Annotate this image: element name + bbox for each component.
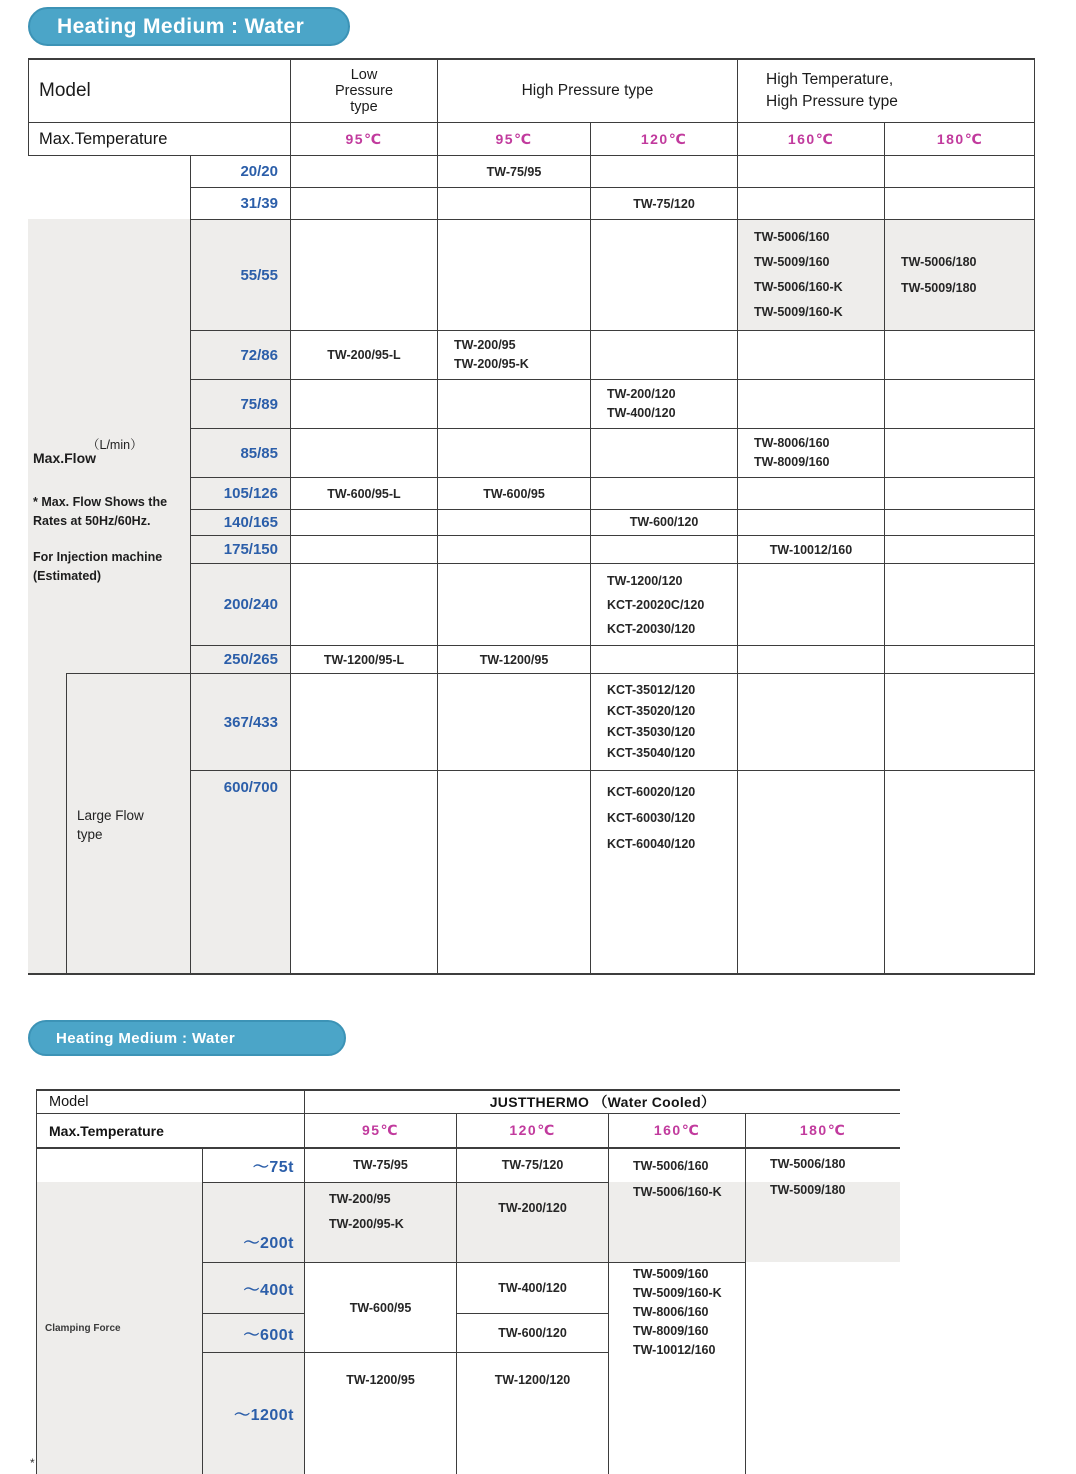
- model-entry: TW-8006/160: [633, 1305, 709, 1319]
- temp-160: 160℃: [608, 1113, 745, 1147]
- model-cell-hp120: [590, 535, 737, 563]
- model-cell-t160: [737, 645, 884, 673]
- flow-value: 85/85: [190, 428, 290, 477]
- flow-value: 175/150: [190, 535, 290, 563]
- model-entry: TW-5006/160: [633, 1159, 709, 1173]
- model-cell-hp120: [590, 379, 737, 428]
- model-entry: TW-200/95: [454, 338, 516, 352]
- flow-value: 55/55: [190, 219, 290, 330]
- model-cell-lp: [290, 219, 437, 330]
- model-entry: Low: [350, 67, 378, 83]
- model-entry: Large Flow: [77, 807, 144, 823]
- model-entry: TW-200/95: [329, 1192, 391, 1206]
- model-cell-t160: [737, 477, 884, 509]
- model-entry: TW-5006/160-K: [754, 280, 843, 294]
- model-entry: TW-400/120: [607, 406, 676, 420]
- model-cell-lp: [290, 770, 437, 975]
- model-cell-95: [304, 1262, 456, 1352]
- model-cell-t160: [737, 379, 884, 428]
- model-entry: TW-8009/160: [754, 455, 830, 469]
- temp-120: 120℃: [456, 1113, 608, 1147]
- model-cell-hp120: [590, 428, 737, 477]
- flow-value: 31/39: [190, 187, 290, 219]
- model-entry: TW-200/95-K: [454, 357, 529, 371]
- model-selection-table-clamping: [36, 1089, 900, 1474]
- model-entry: TW-1200/95-L: [323, 652, 405, 667]
- model-entry: TW-5009/180: [770, 1183, 846, 1197]
- flow-value: 600/700: [190, 770, 290, 975]
- model-entry: KCT-60030/120: [607, 811, 696, 825]
- model-cell-hp120: [590, 330, 737, 379]
- model-cell-hp120: [590, 187, 737, 219]
- model-cell-t160: [737, 155, 884, 187]
- heating-medium-banner-2: [28, 1020, 346, 1056]
- model-entry: KCT-20030/120: [607, 621, 696, 636]
- model-cell-t160: [737, 535, 884, 563]
- model-cell-lp: [290, 477, 437, 509]
- flow-value: 200/240: [190, 563, 290, 645]
- clamp-force-value: ～1200t: [202, 1352, 304, 1474]
- model-cell-hp95: [437, 535, 590, 563]
- model-cell-t180: [884, 330, 1035, 379]
- model-entry: TW-8009/160: [633, 1324, 709, 1338]
- model-cell-lp: [290, 673, 437, 770]
- model-cell-hp120: [590, 563, 737, 645]
- model-cell-hp95: [437, 477, 590, 509]
- model-header: Model: [36, 1089, 304, 1113]
- temp-120: 120℃: [590, 122, 737, 155]
- banner-label: Heating Medium : Water: [56, 1029, 236, 1047]
- model-selection-table-flow: [28, 58, 1035, 975]
- model-cell-t160: [737, 428, 884, 477]
- model-entry: TW-600/120: [498, 1326, 567, 1340]
- high-pressure-header: High Pressure type: [437, 58, 737, 122]
- model-cell-t180: [884, 187, 1035, 219]
- model-entry: TW-1200/120: [494, 1373, 571, 1387]
- model-entry: TW-1200/120: [607, 573, 683, 588]
- model-cell-hp120: [590, 509, 737, 535]
- model-cell-t160: [737, 187, 884, 219]
- temp-95: 95℃: [437, 122, 590, 155]
- model-entry: type: [350, 99, 378, 115]
- model-entry: KCT-35012/120: [607, 683, 696, 697]
- flow-value: 367/433: [190, 673, 290, 770]
- model-entry: TW-600/120: [629, 515, 699, 529]
- clamping-force-label: Clamping Force: [36, 1182, 202, 1474]
- model-entry: Pressure: [334, 83, 394, 99]
- flow-note-2: For Injection machine (Estimated): [33, 550, 163, 583]
- model-cell-t180: [884, 509, 1035, 535]
- model-entry: KCT-60040/120: [607, 837, 696, 851]
- model-cell-160: [608, 1147, 745, 1262]
- flow-value: 250/265: [190, 645, 290, 673]
- clamp-force-value: ～600t: [202, 1313, 304, 1352]
- model-cell-180: [745, 1147, 900, 1262]
- model-cell-hp120: [590, 477, 737, 509]
- model-cell-hp95: [437, 673, 590, 770]
- model-cell-120: [456, 1147, 608, 1182]
- flow-value: 72/86: [190, 330, 290, 379]
- model-entry: TW-5009/160-K: [633, 1286, 722, 1300]
- model-cell-t180: [884, 645, 1035, 673]
- model-cell-t160: [737, 770, 884, 975]
- model-cell-lp: [290, 330, 437, 379]
- model-cell-t180: [884, 535, 1035, 563]
- model-cell-hp95: [437, 379, 590, 428]
- banner-label: Heating Medium : Water: [57, 14, 305, 38]
- model-cell-t160: [737, 219, 884, 330]
- flow-note-1: * Max. Flow Shows the Rates at 50Hz/60Hz.: [33, 495, 168, 528]
- model-entry: High Temperature,: [766, 71, 894, 88]
- model-cell-120: [456, 1182, 608, 1262]
- high-temp-header: [737, 58, 1035, 122]
- model-entry: TW-600/95: [483, 486, 545, 501]
- model-cell-t180: [884, 477, 1035, 509]
- flow-unit: （L/min）: [87, 438, 143, 452]
- model-cell-t180: [884, 770, 1035, 975]
- model-cell-lp: [290, 509, 437, 535]
- model-header: Model: [28, 58, 290, 122]
- model-entry: TW-200/120: [498, 1201, 567, 1215]
- model-cell-lp: [290, 563, 437, 645]
- temp-180: 180℃: [745, 1113, 900, 1147]
- filler: [36, 1147, 202, 1182]
- model-cell-95: [304, 1352, 456, 1474]
- filler: [28, 155, 190, 219]
- model-cell-hp95: [437, 563, 590, 645]
- model-cell-120: [456, 1262, 608, 1313]
- model-cell-hp120: [590, 155, 737, 187]
- model-cell-lp: [290, 155, 437, 187]
- low-pressure-header: [290, 58, 437, 122]
- clamp-force-value: ～75t: [202, 1147, 304, 1182]
- temp-160: 160℃: [737, 122, 884, 155]
- model-entry: KCT-60020/120: [607, 785, 696, 799]
- max-temperature-label: Max.Temperature: [28, 122, 290, 155]
- max-temperature-label: Max.Temperature: [36, 1113, 304, 1147]
- model-cell-lp: [290, 187, 437, 219]
- left-strip: [28, 673, 66, 975]
- model-cell-hp95: [437, 219, 590, 330]
- model-entry: KCT-35040/120: [607, 746, 696, 760]
- model-entry: TW-75/95: [486, 164, 542, 179]
- model-entry: TW-600/95-L: [327, 486, 401, 501]
- model-entry: TW-600/95: [349, 1300, 412, 1315]
- model-cell-t180: [884, 563, 1035, 645]
- model-cell-95: [304, 1147, 456, 1182]
- model-entry: TW-75/120: [501, 1158, 564, 1172]
- model-entry: TW-10012/160: [769, 542, 853, 557]
- large-flow-type-label: [66, 673, 190, 975]
- model-cell-180-empty: [745, 1262, 900, 1474]
- model-entry: TW-5009/160: [633, 1267, 709, 1281]
- model-entry: TW-5009/160: [754, 255, 830, 269]
- model-cell-hp120: [590, 673, 737, 770]
- temp-95: 95℃: [290, 122, 437, 155]
- model-entry: KCT-20020C/120: [607, 597, 705, 612]
- max-flow-note: [28, 219, 190, 673]
- model-entry: TW-10012/160: [633, 1343, 716, 1357]
- flow-value: 105/126: [190, 477, 290, 509]
- model-entry: TW-5006/160-K: [633, 1185, 722, 1199]
- model-entry: TW-75/95: [353, 1158, 408, 1172]
- model-cell-hp95: [437, 770, 590, 975]
- model-cell-hp120: [590, 645, 737, 673]
- model-cell-hp95: [437, 155, 590, 187]
- model-entry: TW-8006/160: [754, 436, 830, 450]
- model-cell-lp: [290, 379, 437, 428]
- model-entry: KCT-35020/120: [607, 704, 696, 718]
- model-cell-120: [456, 1352, 608, 1474]
- model-cell-t180: [884, 379, 1035, 428]
- model-cell-hp95: [437, 187, 590, 219]
- model-entry: TW-200/95-K: [329, 1217, 404, 1231]
- model-entry: TW-5006/180: [770, 1157, 846, 1171]
- model-entry: TW-1200/95: [479, 652, 549, 667]
- model-entry: TW-5009/180: [901, 281, 977, 295]
- model-cell-lp: [290, 428, 437, 477]
- model-entry: KCT-35030/120: [607, 725, 696, 739]
- model-cell-t180: [884, 219, 1035, 330]
- flow-value: 20/20: [190, 155, 290, 187]
- temp-180: 180℃: [884, 122, 1035, 155]
- model-cell-hp95: [437, 645, 590, 673]
- model-cell-t180: [884, 155, 1035, 187]
- model-entry: TW-5006/180: [901, 255, 977, 269]
- model-entry: TW-200/120: [607, 387, 676, 401]
- model-entry: High Pressure type: [766, 93, 898, 110]
- model-cell-t160: [737, 330, 884, 379]
- model-cell-160: [608, 1262, 745, 1474]
- flow-value: 75/89: [190, 379, 290, 428]
- model-entry: TW-200/95-L: [327, 348, 401, 362]
- heating-medium-banner: [28, 7, 350, 46]
- model-cell-t160: [737, 673, 884, 770]
- model-entry: TW-5009/160-K: [754, 305, 843, 319]
- footnote-asterisk: *: [30, 1456, 35, 1470]
- justthermo-header: JUSTTHERMO （Water Cooled）: [304, 1089, 900, 1113]
- model-entry: TW-75/120: [633, 196, 695, 211]
- temp-95: 95℃: [304, 1113, 456, 1147]
- model-cell-hp95: [437, 428, 590, 477]
- model-cell-t180: [884, 428, 1035, 477]
- model-cell-lp: [290, 645, 437, 673]
- model-cell-hp120: [590, 770, 737, 975]
- model-entry: TW-400/120: [498, 1281, 567, 1295]
- model-entry: type: [77, 826, 103, 842]
- model-cell-lp: [290, 535, 437, 563]
- model-cell-95: [304, 1182, 456, 1262]
- model-cell-t160: [737, 509, 884, 535]
- model-entry: TW-1200/95: [346, 1373, 415, 1387]
- flow-value: 140/165: [190, 509, 290, 535]
- model-cell-hp95: [437, 509, 590, 535]
- model-entry: TW-5006/160: [754, 230, 830, 244]
- model-cell-hp95: [437, 330, 590, 379]
- model-cell-hp120: [590, 219, 737, 330]
- model-cell-t180: [884, 673, 1035, 770]
- clamp-force-value: ～200t: [202, 1182, 304, 1262]
- flow-label: Max.Flow: [33, 450, 97, 466]
- model-cell-120: [456, 1313, 608, 1352]
- clamp-force-value: ～400t: [202, 1262, 304, 1313]
- model-cell-t160: [737, 563, 884, 645]
